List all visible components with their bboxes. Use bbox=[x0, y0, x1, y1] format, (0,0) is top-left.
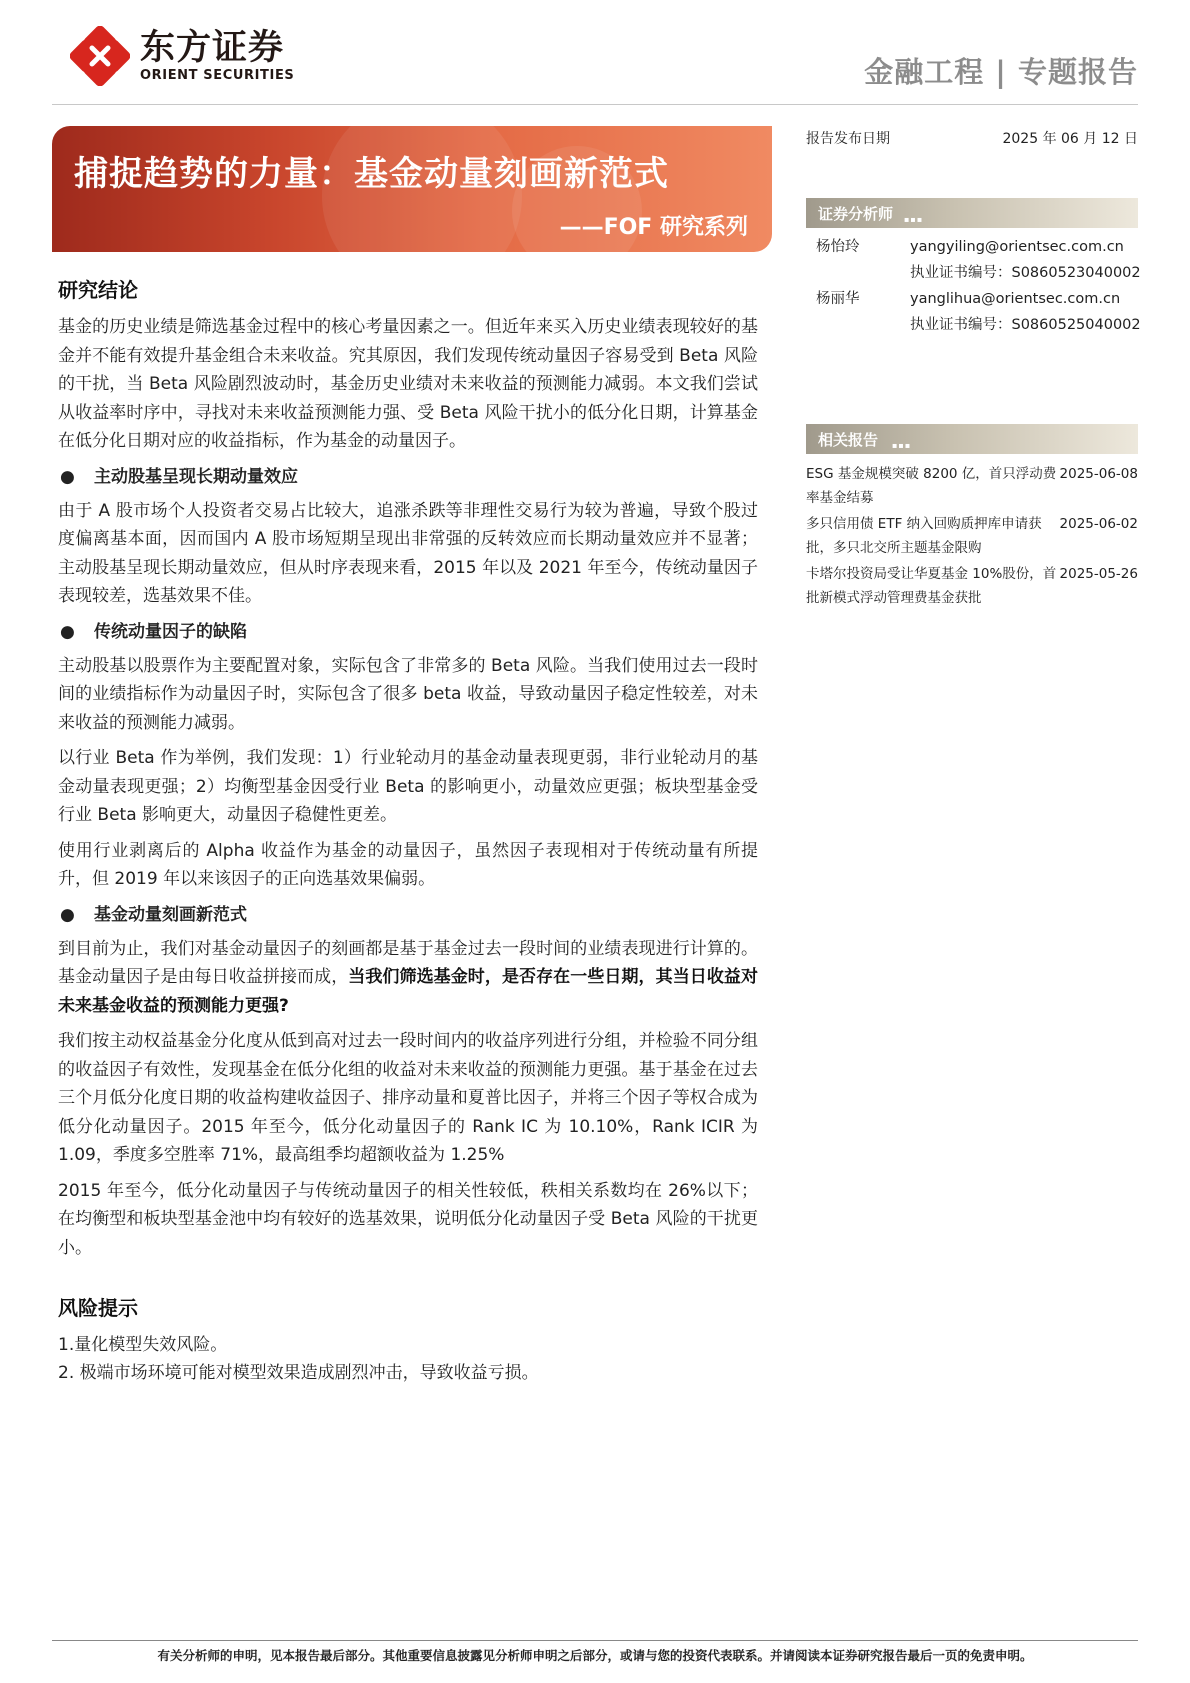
brand-name-en: ORIENT SECURITIES bbox=[140, 68, 295, 83]
title-banner bbox=[52, 126, 772, 252]
header-divider bbox=[52, 104, 1138, 105]
analyst-email[interactable]: yangyiling@orientsec.com.cn bbox=[910, 239, 1124, 255]
report-title: 捕捉趋势的力量：基金动量刻画新范式 bbox=[74, 154, 669, 194]
related-report-line: 卡塔尔投资局受让华夏基金 10%股份，首 bbox=[806, 566, 1057, 582]
analysts-section-title: 证券分析师 bbox=[818, 205, 894, 223]
report-category: 金融工程 | 专题报告 bbox=[864, 55, 1138, 89]
risk-item: 2. 极端市场环境可能对模型效果造成剧烈冲击，导致收益亏损。 bbox=[58, 1363, 539, 1383]
bullet-icon: ● bbox=[60, 621, 75, 642]
bullet-icon: ● bbox=[60, 904, 75, 925]
related-report-line: 批，多只北交所主题基金限购 bbox=[806, 540, 982, 556]
bullet-heading bbox=[58, 618, 758, 646]
risk-item: 1.量化模型失效风险。 bbox=[58, 1335, 228, 1355]
bullet-icon: ● bbox=[60, 466, 75, 487]
analyst-cert: 执业证书编号：S0860525040002 bbox=[910, 317, 1141, 333]
conclusion-heading: 研究结论 bbox=[58, 278, 138, 302]
paragraph-emphasis: 当我们筛选基金时，是否存在一些日期，其当日收益对未来基金收益的预测能力更强? bbox=[58, 967, 759, 1016]
orient-securities-logo-icon bbox=[70, 26, 130, 86]
related-report-title[interactable] bbox=[806, 562, 1066, 610]
related-report-line: 多只信用债 ETF 纳入回购质押库申请获 bbox=[806, 516, 1042, 532]
bullet-heading-text: 主动股基呈现长期动量效应 bbox=[94, 466, 298, 487]
publish-date-label: 报告发布日期 bbox=[806, 131, 890, 147]
analyst-name: 杨怡玲 bbox=[816, 239, 860, 255]
paragraph-text: 到目前为止，我们对基金动量因子的刻画都是基于基金过去一段时间的业绩表现进行计算的。基金动量因子是由每日收益拼接而成， bbox=[58, 938, 758, 987]
body-paragraph: 以行业 Beta 作为举例，我们发现：1）行业轮动月的基金动量表现更弱，非行业轮动月的基金动量表现更强；2）均衡型基金因受行业 Beta 的影响更小，动量效应更强；板块型基金受行业 Beta 影响更大，动量因子稳健性更差。 bbox=[58, 748, 758, 825]
body-paragraph: 由于 A 股市场个人投资者交易占比较大，追涨杀跌等非理性交易行为较为普遍，导致个股过度偏离基本面，因而国内 A 股市场短期呈现出非常强的反转效应而长期动量效应并不显著；主动股基呈现长期动量效应，但从时序表现来看，2015 年以及 2021 年至今，传统动量因子表现较差，选基效果不佳。 bbox=[58, 500, 758, 606]
risk-heading: 风险提示 bbox=[58, 1296, 138, 1320]
section-bar-decoration: ▪▪▪ bbox=[892, 441, 912, 450]
related-report-line: 率基金结募 bbox=[806, 490, 874, 506]
analysts-section-bar bbox=[806, 198, 1138, 228]
main-content bbox=[58, 274, 758, 1387]
body-paragraph: 我们按主动权益基金分化度从低到高对过去一段时间内的收益序列进行分组，并检验不同分组的收益因子有效性，发现基金在低分化组的收益对未来收益的预测能力更强。基于基金在过去三个月低分化度日期的收益构建收益因子、排序动量和夏普比因子，并将三个因子等权合成为低分化动量因子。2015 年至今，低分化动量因子的 Rank IC 为 10.10%，Rank ICIR 为 1.09，季度多空胜率 71%，最高组季均超额收益为 1.25% bbox=[58, 1031, 758, 1165]
related-section-title: 相关报告 bbox=[818, 431, 879, 449]
body-paragraph: 使用行业剥离后的 Alpha 收益作为基金的动量因子，虽然因子表现相对于传统动量有所提升，但 2019 年以来该因子的正向选基效果偏弱。 bbox=[58, 840, 758, 889]
footer-disclaimer: 有关分析师的申明，见本报告最后部分。其他重要信息披露见分析师申明之后部分，或请与您的投资代表联系。并请阅读本证券研究报告最后一页的免责申明。 bbox=[157, 1648, 1033, 1663]
related-report-line: 批新模式浮动管理费基金获批 bbox=[806, 590, 982, 606]
related-section-bar bbox=[806, 424, 1138, 454]
body-paragraph bbox=[58, 935, 758, 1021]
analyst-cert: 执业证书编号：S0860523040002 bbox=[910, 265, 1141, 281]
bullet-heading-text: 基金动量刻画新范式 bbox=[94, 904, 247, 925]
related-report-line: ESG 基金规模突破 8200 亿，首只浮动费 bbox=[806, 466, 1057, 482]
bullet-heading bbox=[58, 463, 758, 491]
related-report-date: 2025-05-26 bbox=[1059, 566, 1138, 582]
related-report-title[interactable] bbox=[806, 462, 1066, 510]
brand-logo bbox=[70, 26, 294, 86]
body-paragraph: 主动股基以股票作为主要配置对象，实际包含了非常多的 Beta 风险。当我们使用过去一段时间的业绩指标作为动量因子时，实际包含了很多 beta 收益，导致动量因子稳定性较差，对未来收益的预测能力减弱。 bbox=[58, 655, 758, 733]
related-report-date: 2025-06-02 bbox=[1059, 516, 1138, 532]
analyst-name: 杨丽华 bbox=[816, 291, 860, 307]
analyst-email[interactable]: yanglihua@orientsec.com.cn bbox=[910, 291, 1121, 307]
bullet-heading-text: 传统动量因子的缺陷 bbox=[94, 621, 247, 642]
bullet-heading bbox=[58, 901, 758, 929]
section-bar-decoration: ▪▪▪ bbox=[904, 215, 924, 224]
report-series: ——FOF 研究系列 bbox=[559, 215, 748, 240]
related-report-date: 2025-06-08 bbox=[1059, 466, 1138, 482]
publish-date-value: 2025 年 06 月 12 日 bbox=[1002, 131, 1138, 147]
footer-divider bbox=[52, 1640, 1138, 1641]
body-paragraph: 2015 年至今，低分化动量因子与传统动量因子的相关性较低，秩相关系数均在 26%以下；在均衡型和板块型基金池中均有较好的选基效果，说明低分化动量因子受 Beta 风险的干扰更小。 bbox=[58, 1180, 758, 1258]
intro-paragraph: 基金的历史业绩是筛选基金过程中的核心考量因素之一。但近年来买入历史业绩表现较好的基金并不能有效提升基金组合未来收益。究其原因，我们发现传统动量因子容易受到 Beta 风险的干扰，当 Beta 风险剧烈波动时，基金历史业绩对未来收益的预测能力减弱。本文我们尝试从收益率时序中，寻找对未来收益预测能力强、受 Beta 风险干扰小的低分化日期，计算基金在低分化日期对应的收益指标，作为基金的动量因子。 bbox=[58, 317, 758, 451]
brand-name-cn: 东方证券 bbox=[140, 28, 285, 68]
related-report-title[interactable] bbox=[806, 512, 1066, 560]
